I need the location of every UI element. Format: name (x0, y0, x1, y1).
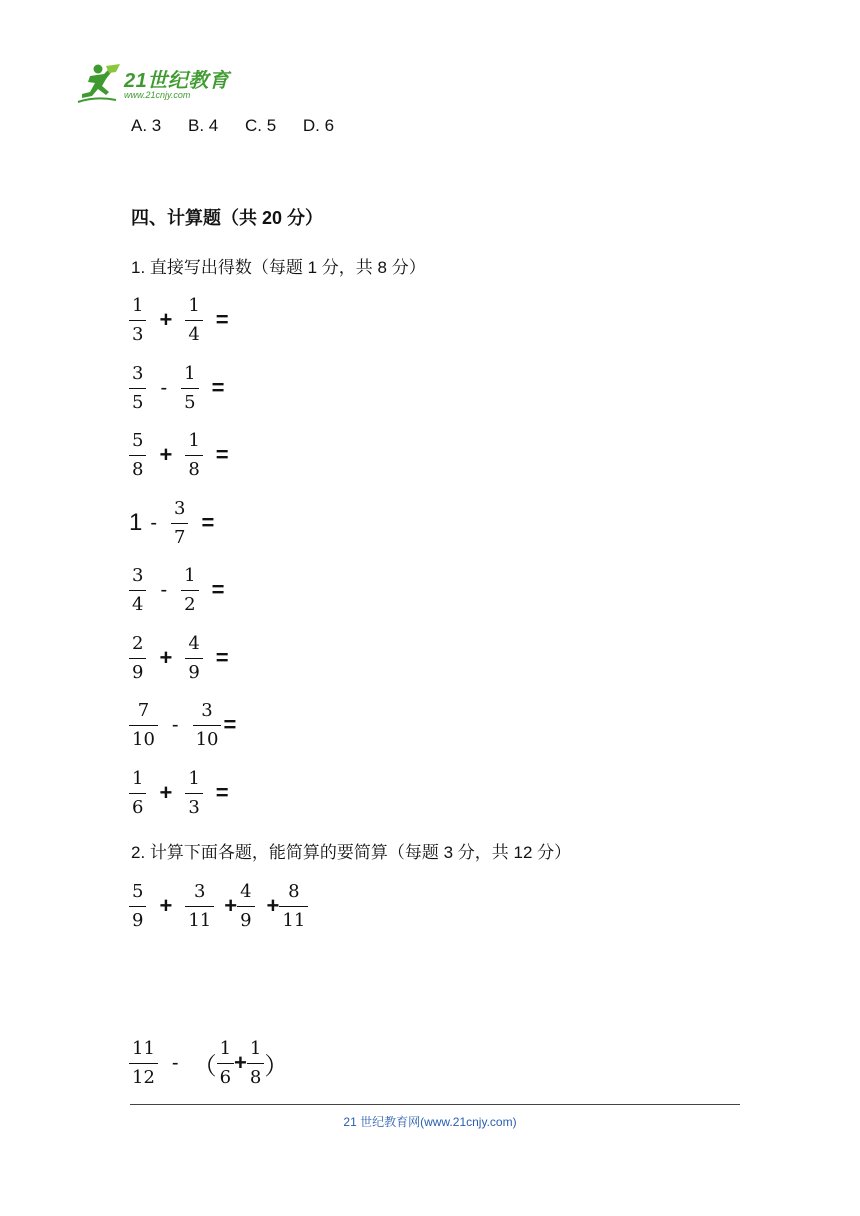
fraction: $\frac{11}{12}$ (129, 1040, 158, 1087)
fraction: $\frac{1}{6}$ (217, 1040, 234, 1087)
operator: - (160, 578, 168, 601)
section-title: 四、计算题（共 20 分） (131, 208, 324, 228)
expression-1 (129, 290, 242, 350)
logo-url: www.21cnjy.com (124, 90, 191, 100)
operator: + (266, 893, 280, 918)
operator: - (171, 713, 179, 736)
operator: + (159, 780, 173, 805)
question-1-title: 1. 直接写出得数（每题 1 分，共 8 分） (131, 258, 426, 277)
expression-5 (129, 560, 237, 620)
fraction: $\frac{1}{4}$ (185, 297, 202, 344)
expression-6 (129, 628, 242, 688)
runner-logo-icon (76, 62, 124, 106)
fraction: $\frac{2}{9}$ (129, 635, 146, 682)
equals-sign: = (215, 307, 229, 332)
option-d: D. 6 (302, 116, 335, 135)
expression-4 (129, 493, 227, 553)
operator: + (159, 442, 173, 467)
footer-divider (130, 1104, 740, 1105)
operator: + (159, 893, 173, 918)
fraction: $\frac{1}{6}$ (129, 770, 146, 817)
equals-sign: = (215, 780, 229, 805)
site-logo (76, 62, 246, 106)
fraction: $\frac{3}{10}$ (193, 702, 222, 749)
left-paren: （ (192, 1051, 217, 1080)
option-a: A. 3 (131, 116, 162, 135)
fraction: $\frac{4}{9}$ (185, 635, 202, 682)
equals-sign: = (211, 577, 225, 602)
option-c: C. 5 (244, 116, 277, 135)
fraction: $\frac{1}{8}$ (185, 432, 202, 479)
fraction: $\frac{3}{5}$ (129, 365, 146, 412)
equals-sign: = (215, 442, 229, 467)
answer-options (131, 116, 356, 136)
fraction: $\frac{3}{11}$ (185, 883, 214, 930)
equals-sign: = (223, 712, 237, 737)
expression-8 (129, 763, 242, 823)
equals-sign: = (201, 510, 215, 535)
right-paren: ） (264, 1051, 289, 1080)
fraction: $\frac{7}{10}$ (129, 702, 158, 749)
expression-q2-2 (129, 1033, 288, 1093)
fraction: $\frac{1}{3}$ (129, 297, 146, 344)
expression-3 (129, 425, 242, 485)
fraction: $\frac{5}{9}$ (129, 883, 146, 930)
fraction: $\frac{4}{9}$ (237, 883, 254, 930)
whole-number: 1 (129, 509, 143, 536)
option-b: B. 4 (187, 116, 219, 135)
footer-text: 21 世纪教育网(www.21cnjy.com) (343, 1115, 517, 1129)
operator: + (159, 645, 173, 670)
fraction: $\frac{3}{4}$ (129, 567, 146, 614)
fraction: $\frac{8}{11}$ (279, 883, 308, 930)
expression-7 (129, 695, 236, 755)
fraction: $\frac{5}{8}$ (129, 432, 146, 479)
operator: - (160, 376, 168, 399)
question-2-title: 2. 计算下面各题，能简算的要简算（每题 3 分，共 12 分） (131, 843, 572, 862)
operator: + (159, 307, 173, 332)
expression-q2-1 (129, 876, 308, 936)
equals-sign: = (211, 375, 225, 400)
logo-text: 21世纪教育 (124, 70, 230, 92)
operator: + (234, 1050, 247, 1075)
equals-sign: = (215, 645, 229, 670)
operator: - (150, 511, 158, 534)
fraction: $\frac{1}{3}$ (185, 770, 202, 817)
fraction: $\frac{1}{2}$ (181, 567, 198, 614)
operator: + (224, 893, 238, 918)
fraction: $\frac{3}{7}$ (171, 500, 188, 547)
operator: - (171, 1051, 179, 1074)
expression-2 (129, 358, 237, 418)
fraction: $\frac{1}{8}$ (247, 1040, 264, 1087)
fraction: $\frac{1}{5}$ (181, 365, 198, 412)
